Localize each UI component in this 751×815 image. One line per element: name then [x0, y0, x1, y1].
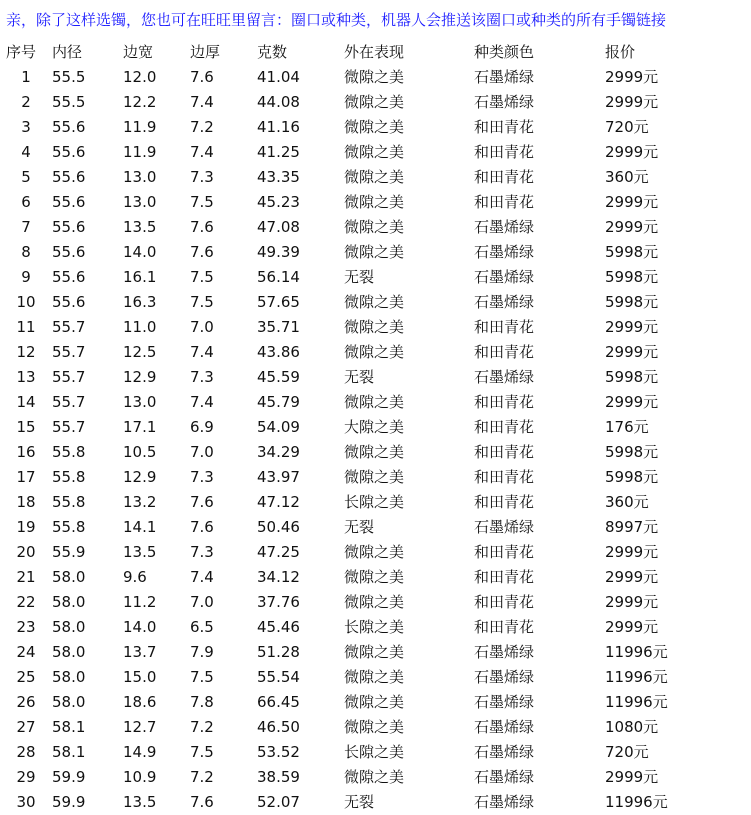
- table-row: [0, 615, 751, 640]
- cell-index: 15: [16, 418, 36, 436]
- cell-thickness: 7.5: [190, 743, 214, 761]
- cell-width: 12.9: [123, 468, 157, 486]
- cell-appearance: 微隙之美: [344, 668, 405, 686]
- table-row: [0, 740, 751, 765]
- cell-width: 14.1: [123, 518, 157, 536]
- cell-index: 29: [16, 768, 36, 786]
- cell-price: 11996元: [605, 793, 668, 811]
- cell-width: 11.0: [123, 318, 157, 336]
- cell-index: 19: [16, 518, 36, 536]
- cell-thickness: 6.5: [190, 618, 214, 636]
- cell-type-color: 石墨烯绿: [474, 643, 535, 661]
- cell-weight: 47.25: [257, 543, 300, 561]
- cell-price: 2999元: [605, 568, 659, 586]
- table-row: [0, 340, 751, 365]
- cell-inner-diameter: 58.0: [52, 618, 86, 636]
- cell-width: 17.1: [123, 418, 157, 436]
- cell-thickness: 7.4: [190, 393, 214, 411]
- cell-inner-diameter: 55.8: [52, 493, 86, 511]
- cell-thickness: 7.6: [190, 518, 214, 536]
- table-row: [0, 290, 751, 315]
- cell-index: 28: [16, 743, 36, 761]
- cell-inner-diameter: 59.9: [52, 793, 86, 811]
- table-row: [0, 240, 751, 265]
- cell-appearance: 微隙之美: [344, 293, 405, 311]
- cell-index: 17: [16, 468, 36, 486]
- cell-weight: 41.04: [257, 68, 300, 86]
- cell-index: 21: [16, 568, 36, 586]
- cell-type-color: 石墨烯绿: [474, 93, 535, 111]
- cell-thickness: 7.0: [190, 318, 214, 336]
- cell-appearance: 微隙之美: [344, 593, 405, 611]
- cell-inner-diameter: 58.0: [52, 643, 86, 661]
- cell-index: 2: [21, 93, 31, 111]
- cell-index: 9: [21, 268, 31, 286]
- cell-weight: 34.29: [257, 443, 300, 461]
- cell-thickness: 7.0: [190, 593, 214, 611]
- cell-inner-diameter: 55.6: [52, 118, 86, 136]
- cell-width: 15.0: [123, 668, 157, 686]
- cell-inner-diameter: 55.5: [52, 93, 86, 111]
- cell-type-color: 石墨烯绿: [474, 793, 535, 811]
- cell-width: 16.1: [123, 268, 157, 286]
- cell-price: 11996元: [605, 668, 668, 686]
- cell-appearance: 微隙之美: [344, 468, 405, 486]
- cell-index: 6: [21, 193, 31, 211]
- cell-inner-diameter: 55.9: [52, 543, 86, 561]
- cell-thickness: 7.6: [190, 218, 214, 236]
- cell-type-color: 和田青花: [474, 168, 535, 186]
- cell-index: 7: [21, 218, 31, 236]
- cell-inner-diameter: 55.8: [52, 468, 86, 486]
- cell-weight: 43.35: [257, 168, 300, 186]
- bracelet-table: [0, 40, 751, 815]
- cell-width: 12.5: [123, 343, 157, 361]
- cell-index: 5: [21, 168, 31, 186]
- cell-width: 12.2: [123, 93, 157, 111]
- cell-index: 13: [16, 368, 36, 386]
- cell-type-color: 和田青花: [474, 193, 535, 211]
- cell-type-color: 和田青花: [474, 343, 535, 361]
- cell-price: 2999元: [605, 543, 659, 561]
- cell-width: 13.0: [123, 168, 157, 186]
- cell-appearance: 微隙之美: [344, 93, 405, 111]
- cell-inner-diameter: 55.7: [52, 318, 86, 336]
- cell-type-color: 和田青花: [474, 468, 535, 486]
- cell-thickness: 7.5: [190, 268, 214, 286]
- cell-thickness: 7.5: [190, 293, 214, 311]
- cell-width: 11.9: [123, 143, 157, 161]
- table-row: [0, 640, 751, 665]
- cell-price: 5998元: [605, 443, 659, 461]
- cell-type-color: 和田青花: [474, 418, 535, 436]
- cell-inner-diameter: 55.6: [52, 168, 86, 186]
- cell-inner-diameter: 59.9: [52, 768, 86, 786]
- cell-type-color: 石墨烯绿: [474, 218, 535, 236]
- cell-index: 18: [16, 493, 36, 511]
- cell-price: 2999元: [605, 343, 659, 361]
- cell-index: 3: [21, 118, 31, 136]
- cell-width: 13.0: [123, 193, 157, 211]
- cell-price: 5998元: [605, 243, 659, 261]
- cell-thickness: 7.6: [190, 243, 214, 261]
- cell-weight: 46.50: [257, 718, 300, 736]
- cell-type-color: 和田青花: [474, 443, 535, 461]
- cell-price: 1080元: [605, 718, 659, 736]
- cell-thickness: 6.9: [190, 418, 214, 436]
- cell-width: 13.7: [123, 643, 157, 661]
- table-row: [0, 115, 751, 140]
- cell-thickness: 7.4: [190, 143, 214, 161]
- cell-weight: 50.46: [257, 518, 300, 536]
- cell-width: 13.5: [123, 543, 157, 561]
- cell-type-color: 石墨烯绿: [474, 768, 535, 786]
- cell-thickness: 7.3: [190, 468, 214, 486]
- cell-thickness: 7.2: [190, 118, 214, 136]
- cell-thickness: 7.6: [190, 493, 214, 511]
- cell-width: 10.5: [123, 443, 157, 461]
- table-row: [0, 65, 751, 90]
- cell-type-color: 和田青花: [474, 593, 535, 611]
- cell-width: 16.3: [123, 293, 157, 311]
- cell-weight: 37.76: [257, 593, 300, 611]
- table-row: [0, 365, 751, 390]
- cell-price: 176元: [605, 418, 649, 436]
- cell-inner-diameter: 55.6: [52, 268, 86, 286]
- cell-thickness: 7.3: [190, 368, 214, 386]
- cell-price: 5998元: [605, 468, 659, 486]
- cell-inner-diameter: 55.6: [52, 143, 86, 161]
- header-price: 报价: [605, 43, 636, 61]
- cell-width: 14.0: [123, 618, 157, 636]
- cell-inner-diameter: 55.8: [52, 518, 86, 536]
- cell-thickness: 7.8: [190, 693, 214, 711]
- cell-inner-diameter: 58.0: [52, 568, 86, 586]
- cell-appearance: 微隙之美: [344, 718, 405, 736]
- cell-appearance: 无裂: [344, 368, 375, 386]
- header-index: 序号: [6, 43, 37, 61]
- cell-type-color: 石墨烯绿: [474, 243, 535, 261]
- cell-price: 5998元: [605, 368, 659, 386]
- cell-appearance: 微隙之美: [344, 218, 405, 236]
- table-row: [0, 415, 751, 440]
- table-row: [0, 565, 751, 590]
- cell-inner-diameter: 58.1: [52, 743, 86, 761]
- cell-type-color: 石墨烯绿: [474, 668, 535, 686]
- table-row: [0, 140, 751, 165]
- cell-appearance: 微隙之美: [344, 568, 405, 586]
- cell-price: 2999元: [605, 618, 659, 636]
- cell-thickness: 7.3: [190, 168, 214, 186]
- cell-appearance: 微隙之美: [344, 243, 405, 261]
- cell-weight: 44.08: [257, 93, 300, 111]
- table-row: [0, 515, 751, 540]
- table-row: [0, 165, 751, 190]
- cell-index: 24: [16, 643, 36, 661]
- cell-index: 4: [21, 143, 31, 161]
- cell-appearance: 大隙之美: [344, 418, 405, 436]
- cell-price: 2999元: [605, 93, 659, 111]
- cell-index: 12: [16, 343, 36, 361]
- cell-appearance: 长隙之美: [344, 743, 405, 761]
- cell-type-color: 石墨烯绿: [474, 718, 535, 736]
- cell-type-color: 石墨烯绿: [474, 368, 535, 386]
- cell-type-color: 和田青花: [474, 118, 535, 136]
- table-row: [0, 490, 751, 515]
- cell-appearance: 微隙之美: [344, 543, 405, 561]
- cell-width: 14.9: [123, 743, 157, 761]
- cell-weight: 66.45: [257, 693, 300, 711]
- cell-weight: 35.71: [257, 318, 300, 336]
- cell-price: 5998元: [605, 293, 659, 311]
- cell-appearance: 长隙之美: [344, 618, 405, 636]
- cell-inner-diameter: 58.1: [52, 718, 86, 736]
- table-row: [0, 315, 751, 340]
- cell-weight: 49.39: [257, 243, 300, 261]
- cell-index: 20: [16, 543, 36, 561]
- cell-thickness: 7.5: [190, 668, 214, 686]
- table-row: [0, 665, 751, 690]
- cell-type-color: 石墨烯绿: [474, 293, 535, 311]
- cell-weight: 41.25: [257, 143, 300, 161]
- table-row: [0, 465, 751, 490]
- cell-index: 26: [16, 693, 36, 711]
- cell-appearance: 微隙之美: [344, 118, 405, 136]
- table-row: [0, 190, 751, 215]
- cell-inner-diameter: 55.6: [52, 243, 86, 261]
- cell-thickness: 7.9: [190, 643, 214, 661]
- cell-inner-diameter: 55.7: [52, 368, 86, 386]
- cell-price: 2999元: [605, 218, 659, 236]
- cell-thickness: 7.4: [190, 343, 214, 361]
- cell-weight: 56.14: [257, 268, 300, 286]
- table-row: [0, 390, 751, 415]
- cell-appearance: 微隙之美: [344, 393, 405, 411]
- cell-index: 23: [16, 618, 36, 636]
- table-row: [0, 765, 751, 790]
- cell-inner-diameter: 55.7: [52, 343, 86, 361]
- cell-index: 1: [21, 68, 31, 86]
- cell-price: 2999元: [605, 318, 659, 336]
- cell-appearance: 微隙之美: [344, 143, 405, 161]
- cell-weight: 41.16: [257, 118, 300, 136]
- cell-width: 12.9: [123, 368, 157, 386]
- cell-width: 18.6: [123, 693, 157, 711]
- cell-appearance: 微隙之美: [344, 643, 405, 661]
- header-thickness: 边厚: [190, 43, 221, 61]
- cell-width: 9.6: [123, 568, 147, 586]
- cell-index: 8: [21, 243, 31, 261]
- cell-type-color: 和田青花: [474, 493, 535, 511]
- cell-type-color: 石墨烯绿: [474, 68, 535, 86]
- cell-index: 30: [16, 793, 36, 811]
- cell-index: 27: [16, 718, 36, 736]
- cell-index: 16: [16, 443, 36, 461]
- cell-appearance: 无裂: [344, 268, 375, 286]
- cell-weight: 57.65: [257, 293, 300, 311]
- cell-appearance: 微隙之美: [344, 693, 405, 711]
- cell-weight: 38.59: [257, 768, 300, 786]
- cell-thickness: 7.2: [190, 768, 214, 786]
- cell-thickness: 7.5: [190, 193, 214, 211]
- cell-type-color: 石墨烯绿: [474, 743, 535, 761]
- cell-weight: 43.86: [257, 343, 300, 361]
- cell-width: 11.2: [123, 593, 157, 611]
- cell-thickness: 7.6: [190, 793, 214, 811]
- cell-price: 2999元: [605, 68, 659, 86]
- cell-type-color: 和田青花: [474, 143, 535, 161]
- header-appearance: 外在表现: [344, 43, 405, 61]
- cell-price: 2999元: [605, 193, 659, 211]
- cell-price: 11996元: [605, 693, 668, 711]
- cell-width: 11.9: [123, 118, 157, 136]
- cell-price: 720元: [605, 118, 649, 136]
- header-weight: 克数: [257, 43, 288, 61]
- cell-inner-diameter: 55.7: [52, 418, 86, 436]
- table-row: [0, 215, 751, 240]
- table-row: [0, 590, 751, 615]
- cell-appearance: 微隙之美: [344, 168, 405, 186]
- cell-width: 14.0: [123, 243, 157, 261]
- header-width: 边宽: [123, 43, 154, 61]
- cell-type-color: 和田青花: [474, 543, 535, 561]
- cell-width: 13.5: [123, 793, 157, 811]
- cell-price: 11996元: [605, 643, 668, 661]
- cell-thickness: 7.2: [190, 718, 214, 736]
- cell-price: 360元: [605, 168, 649, 186]
- cell-inner-diameter: 55.8: [52, 443, 86, 461]
- cell-price: 2999元: [605, 768, 659, 786]
- cell-type-color: 和田青花: [474, 318, 535, 336]
- cell-weight: 34.12: [257, 568, 300, 586]
- cell-weight: 45.59: [257, 368, 300, 386]
- cell-index: 11: [16, 318, 36, 336]
- cell-type-color: 石墨烯绿: [474, 518, 535, 536]
- cell-weight: 55.54: [257, 668, 300, 686]
- cell-thickness: 7.4: [190, 568, 214, 586]
- cell-weight: 51.28: [257, 643, 300, 661]
- table-header-row: [0, 40, 751, 65]
- cell-type-color: 石墨烯绿: [474, 268, 535, 286]
- cell-appearance: 微隙之美: [344, 768, 405, 786]
- header-inner-diameter: 内径: [52, 43, 83, 61]
- cell-weight: 43.97: [257, 468, 300, 486]
- cell-appearance: 无裂: [344, 518, 375, 536]
- cell-type-color: 和田青花: [474, 393, 535, 411]
- cell-type-color: 和田青花: [474, 568, 535, 586]
- table-body: [0, 65, 751, 815]
- cell-weight: 47.12: [257, 493, 300, 511]
- cell-width: 12.0: [123, 68, 157, 86]
- cell-appearance: 微隙之美: [344, 443, 405, 461]
- cell-price: 720元: [605, 743, 649, 761]
- cell-inner-diameter: 58.0: [52, 668, 86, 686]
- cell-thickness: 7.3: [190, 543, 214, 561]
- cell-appearance: 微隙之美: [344, 68, 405, 86]
- cell-type-color: 和田青花: [474, 618, 535, 636]
- table-row: [0, 540, 751, 565]
- header-type-color: 种类颜色: [474, 43, 535, 61]
- cell-weight: 52.07: [257, 793, 300, 811]
- cell-weight: 54.09: [257, 418, 300, 436]
- table-row: [0, 690, 751, 715]
- cell-index: 25: [16, 668, 36, 686]
- cell-width: 10.9: [123, 768, 157, 786]
- table-row: [0, 440, 751, 465]
- cell-price: 8997元: [605, 518, 659, 536]
- cell-inner-diameter: 58.0: [52, 693, 86, 711]
- cell-type-color: 石墨烯绿: [474, 693, 535, 711]
- notice-text: 亲，除了这样选镯，您也可在旺旺里留言：圈口或种类，机器人会推送该圈口或种类的所有手镯链接: [6, 11, 667, 29]
- cell-weight: 47.08: [257, 218, 300, 236]
- cell-width: 13.5: [123, 218, 157, 236]
- cell-index: 10: [16, 293, 36, 311]
- cell-price: 2999元: [605, 593, 659, 611]
- cell-width: 12.7: [123, 718, 157, 736]
- cell-appearance: 长隙之美: [344, 493, 405, 511]
- cell-weight: 45.79: [257, 393, 300, 411]
- cell-thickness: 7.0: [190, 443, 214, 461]
- table-row: [0, 790, 751, 815]
- cell-inner-diameter: 55.6: [52, 218, 86, 236]
- cell-inner-diameter: 55.7: [52, 393, 86, 411]
- cell-inner-diameter: 58.0: [52, 593, 86, 611]
- table-row: [0, 715, 751, 740]
- cell-appearance: 微隙之美: [344, 343, 405, 361]
- cell-inner-diameter: 55.6: [52, 193, 86, 211]
- cell-thickness: 7.6: [190, 68, 214, 86]
- cell-weight: 45.23: [257, 193, 300, 211]
- cell-inner-diameter: 55.6: [52, 293, 86, 311]
- cell-weight: 45.46: [257, 618, 300, 636]
- cell-width: 13.0: [123, 393, 157, 411]
- cell-price: 2999元: [605, 393, 659, 411]
- cell-inner-diameter: 55.5: [52, 68, 86, 86]
- cell-price: 2999元: [605, 143, 659, 161]
- table-row: [0, 90, 751, 115]
- cell-thickness: 7.4: [190, 93, 214, 111]
- cell-weight: 53.52: [257, 743, 300, 761]
- cell-index: 14: [16, 393, 36, 411]
- table-row: [0, 265, 751, 290]
- cell-width: 13.2: [123, 493, 157, 511]
- cell-appearance: 无裂: [344, 793, 375, 811]
- cell-price: 5998元: [605, 268, 659, 286]
- cell-price: 360元: [605, 493, 649, 511]
- cell-appearance: 微隙之美: [344, 193, 405, 211]
- cell-appearance: 微隙之美: [344, 318, 405, 336]
- cell-index: 22: [16, 593, 36, 611]
